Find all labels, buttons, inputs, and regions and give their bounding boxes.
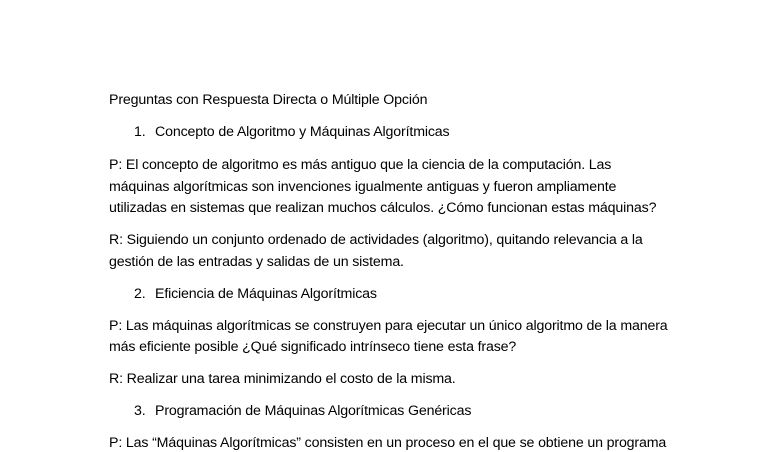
- section-1-title: Concepto de Algoritmo y Máquinas Algorítmicas: [155, 124, 450, 140]
- section-3-title: Programación de Máquinas Algorítmicas Genéricas: [155, 403, 472, 419]
- section-1-question-line-2: máquinas algorítmicas son invenciones igualmente antiguas y fueron ampliamente: [109, 179, 617, 195]
- section-2-answer-line-1: R: Realizar una tarea minimizando el costo de la misma.: [109, 371, 456, 387]
- section-3-question-line-1: P: Las “Máquinas Algorítmicas” consisten en un proceso en el que se obtiene un programa: [109, 435, 667, 451]
- section-1-answer-line-2: gestión de las entradas y salidas de un sistema.: [109, 254, 404, 270]
- section-2-question-line-2: más eficiente posible ¿Qué significado intrínseco tiene esta frase?: [109, 339, 517, 355]
- document-heading: Preguntas con Respuesta Directa o Múltiple Opción: [109, 92, 428, 108]
- section-3-heading: [134, 402, 471, 420]
- section-2-title: Eficiencia de Máquinas Algorítmicas: [155, 286, 377, 302]
- section-1-heading: [134, 123, 450, 141]
- section-1-answer-line-1: R: Siguiendo un conjunto ordenado de actividades (algoritmo), quitando relevancia a la: [109, 232, 643, 248]
- section-1-number: 1.: [134, 124, 146, 140]
- section-2-number: 2.: [134, 286, 146, 302]
- section-1-question-line-1: P: El concepto de algoritmo es más antiguo que la ciencia de la computación. Las: [109, 157, 612, 173]
- section-1-question-line-3: utilizadas en sistemas que realizan muchos cálculos. ¿Cómo funcionan estas máquinas?: [109, 200, 657, 216]
- section-3-number: 3.: [134, 403, 146, 419]
- section-2-heading: [134, 285, 377, 303]
- section-2-question-line-1: P: Las máquinas algorítmicas se construyen para ejecutar un único algoritmo de la manera: [109, 318, 668, 334]
